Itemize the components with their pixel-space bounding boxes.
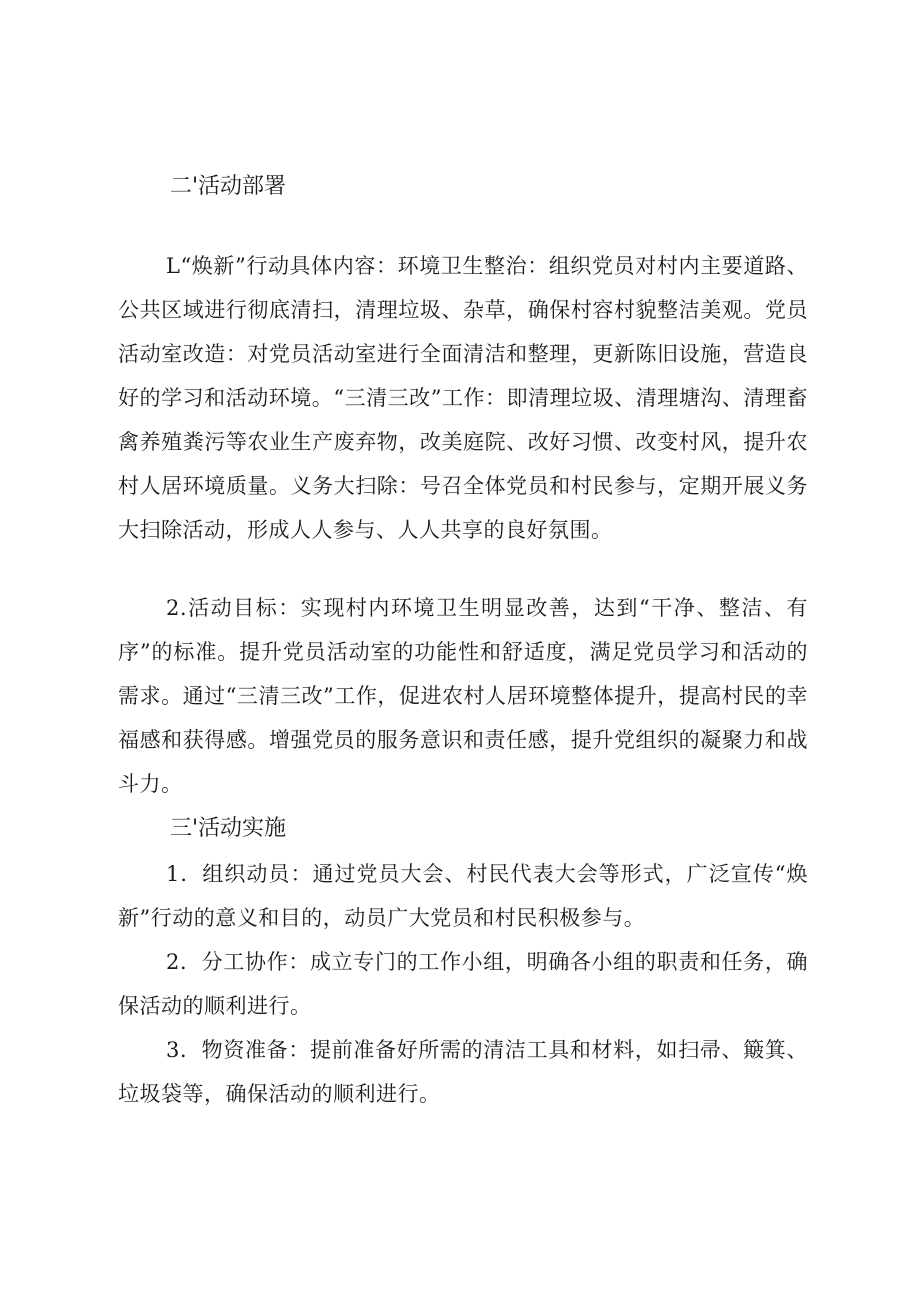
list-item-material-preparation: 3．物资准备：提前准备好所需的清洁工具和材料，如扫帚、簸箕、垃圾袋等，确保活动的顺利进行。 [118, 1038, 808, 1106]
paragraph-activity-goals: 2.活动目标：实现村内环境卫生明显改善，达到“干净、整洁、有序”的标准。提升党员活动室的功能性和舒适度，满足党员学习和活动的需求。通过“三清三改”工作，促进农村人居环境整体提升，提高村民的幸福感和获得感。增强党员的服务意识和责任感，提升党组织的凝聚力和战斗力。 [118, 596, 808, 796]
list-item-division-of-labor: 2．分工协作：成立专门的工作小组，明确各小组的职责和任务，确保活动的顺利进行。 [118, 950, 808, 1018]
list-item-mobilization: 1．组织动员：通过党员大会、村民代表大会等形式，广泛宣传“焕新”行动的意义和目的，动员广大党员和村民积极参与。 [118, 862, 808, 930]
section-heading-implementation: 三'活动实施 [170, 816, 287, 841]
section-heading-deployment: 二'活动部署 [170, 174, 287, 199]
paragraph-action-content: L“焕新”行动具体内容：环境卫生整治：组织党员对村内主要道路、公共区域进行彻底清扫，清理垃圾、杂草，确保村容村貌整洁美观。党员活动室改造：对党员活动室进行全面清洁和整理，更新陈旧设施，营造良好的学习和活动环境。“三清三改”工作：即清理垃圾、清理塘沟、清理畜禽养殖粪污等农业生产废弃物，改美庭院、改好习惯、改变村风，提升农村人居环境质量。义务大扫除：号召全体党员和村民参与，定期开展义务大扫除活动，形成人人参与、人人共享的良好氛围。 [118, 254, 808, 542]
